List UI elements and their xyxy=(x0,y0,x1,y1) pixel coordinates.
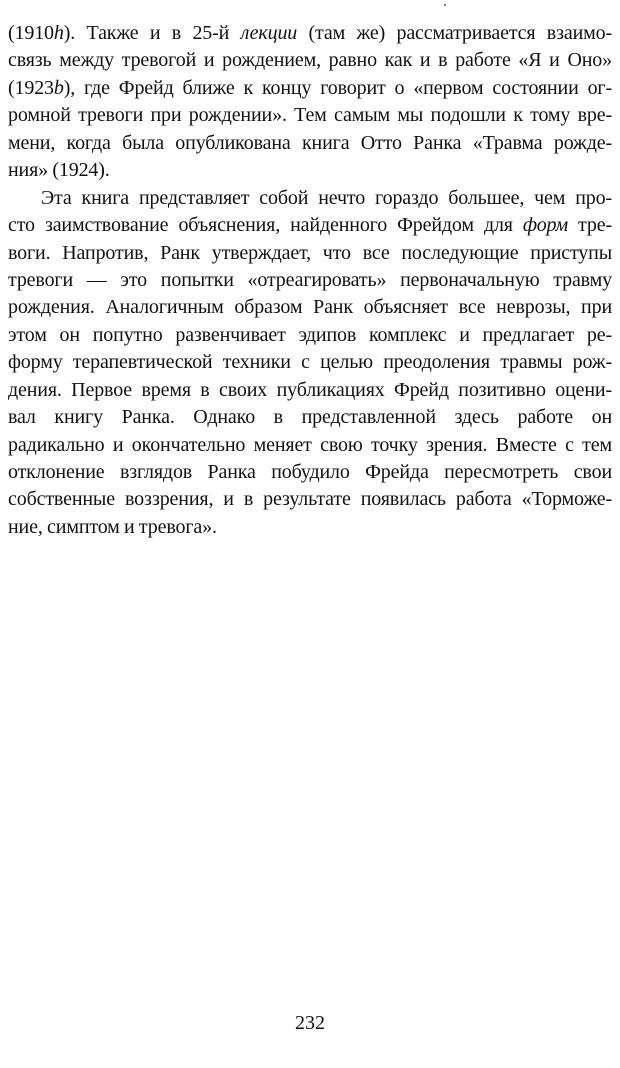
text-segment: вал книгу Ранка. Однако в представленной здесь работе он xyxy=(8,406,612,429)
text-line xyxy=(8,267,612,294)
text-segment: отклонение взглядов Ранка побудило Фрейда пересмотреть свои xyxy=(8,461,612,483)
text-line xyxy=(8,459,612,486)
paragraph xyxy=(8,185,612,542)
text-segment: ние, симптом и тревога». xyxy=(8,515,217,538)
text-segment: тре- xyxy=(568,214,612,237)
text-segment: (1910 xyxy=(8,22,54,44)
text-segment: ромной тревоги при рождении». Тем самым мы подошли к тому вре- xyxy=(8,104,612,127)
text-segment: мени, когда была опубликована книга Отто Ранка «Травма рожде- xyxy=(8,131,612,154)
text-segment: ния» (1924). xyxy=(8,159,110,182)
text-line xyxy=(8,240,612,267)
text-segment: собственные воззрения, и в результате появилась работа «Торможе- xyxy=(8,488,612,511)
text-segment: ). Также и в 25-й xyxy=(63,22,241,44)
italic-text: b xyxy=(53,76,64,99)
text-segment: воги. Напротив, Ранк утверждает, что все последующие приступы xyxy=(8,241,612,264)
text-segment: тревоги — это попытки «отреагировать» первоначальную травму xyxy=(8,268,612,291)
italic-text: форм xyxy=(522,214,569,237)
text-line xyxy=(8,377,612,404)
text-segment: радикально и окончательно меняет свою точку зрения. Вместе с тем xyxy=(8,433,612,456)
text-line xyxy=(8,75,612,102)
text-segment: (там же) рассматривается взаимо- xyxy=(297,22,612,44)
text-line xyxy=(8,212,612,239)
text-line xyxy=(8,486,612,513)
body-text xyxy=(8,20,612,541)
scan-speck xyxy=(444,4,446,6)
text-line xyxy=(8,322,612,349)
text-line xyxy=(8,514,612,541)
text-line xyxy=(8,130,612,157)
text-line xyxy=(8,349,612,376)
text-segment: связь между тревогой и рождением, равно как и в работе «Я и Оно» xyxy=(8,49,612,72)
paragraph xyxy=(8,20,612,185)
text-line xyxy=(8,185,612,212)
text-segment: форму терапевтической техники с целью преодоления травмы рож- xyxy=(8,351,612,374)
italic-text: h xyxy=(53,22,64,44)
text-line xyxy=(8,157,612,184)
text-segment: (1923 xyxy=(8,76,54,99)
text-segment: ), где Фрейд ближе к концу говорит о «первом состоянии ог- xyxy=(63,76,612,99)
text-line xyxy=(8,432,612,459)
page-number: 232 xyxy=(295,1012,325,1034)
text-segment: Эта книга представляет собой нечто гораздо большее, чем про- xyxy=(41,186,612,209)
text-segment: дения. Первое время в своих публикациях Фрейд позитивно оцени- xyxy=(8,378,612,401)
text-segment: этом он попутно развенчивает эдипов комплекс и предлагает ре- xyxy=(8,323,612,346)
text-line xyxy=(8,47,612,74)
text-line xyxy=(8,294,612,321)
text-line xyxy=(8,102,612,129)
text-line xyxy=(8,20,612,47)
text-line xyxy=(8,404,612,431)
italic-text: лекции xyxy=(240,22,298,44)
text-segment: сто заимствование объяснения, найденного Фрейдом для xyxy=(8,214,523,237)
text-segment: рождения. Аналогичным образом Ранк объясняет все неврозы, при xyxy=(8,296,612,319)
